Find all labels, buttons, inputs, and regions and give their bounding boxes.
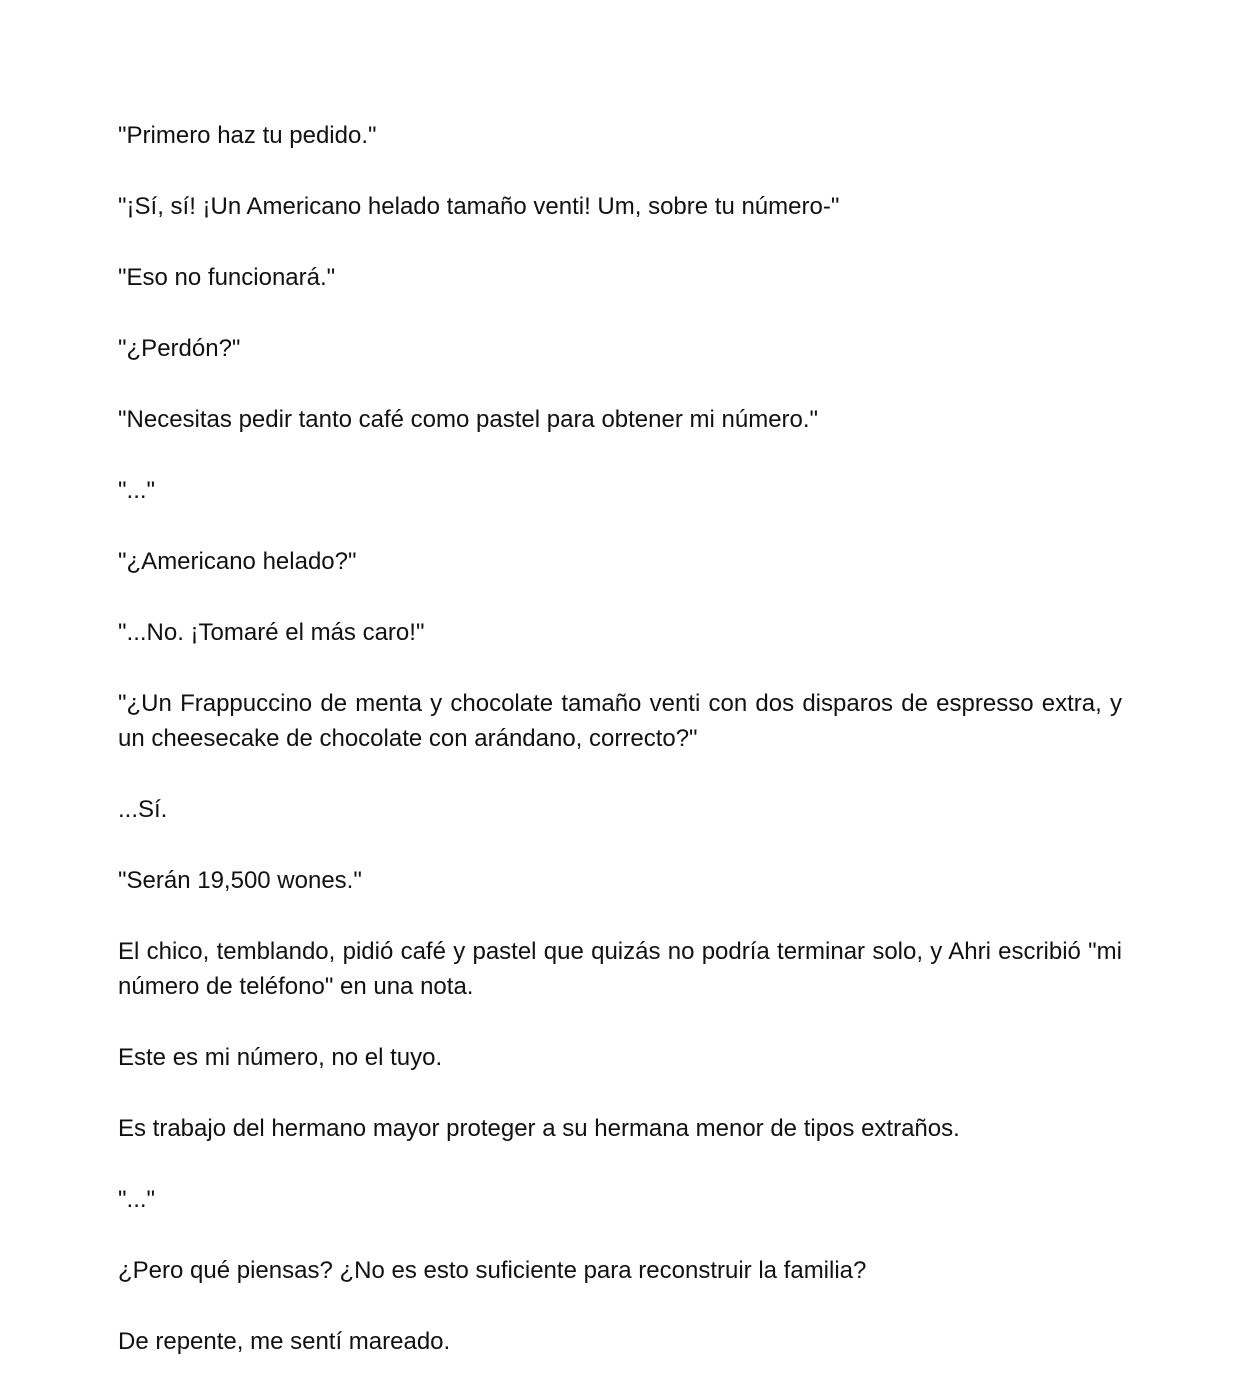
paragraph: "¿Americano helado?" bbox=[118, 548, 357, 575]
paragraph: "¡Sí, sí! ¡Un Americano helado tamaño venti! Um, sobre tu número-" bbox=[118, 193, 840, 220]
document-body bbox=[118, 118, 1122, 1395]
paragraph: "Primero haz tu pedido." bbox=[118, 122, 377, 149]
paragraph: "¿Un Frappuccino de menta y chocolate tamaño venti con dos disparos de espresso extra, y un cheesecake de chocolate con arándano, correcto?" bbox=[118, 690, 1122, 752]
paragraph: "Eso no funcionará." bbox=[118, 264, 336, 291]
paragraph: De repente, me sentí mareado. bbox=[118, 1328, 451, 1355]
paragraph: "Necesitas pedir tanto café como pastel para obtener mi número." bbox=[118, 406, 819, 433]
paragraph: "..." bbox=[118, 1186, 156, 1213]
paragraph: ¿Pero qué piensas? ¿No es esto suficiente para reconstruir la familia? bbox=[118, 1257, 867, 1284]
paragraph: "..." bbox=[118, 477, 156, 504]
paragraph: "...No. ¡Tomaré el más caro!" bbox=[118, 619, 425, 646]
paragraph: El chico, temblando, pidió café y pastel que quizás no podría terminar solo, y Ahri escribió "mi número de teléfono" en una nota. bbox=[118, 938, 1122, 1000]
paragraph: "Serán 19,500 wones." bbox=[118, 867, 362, 894]
paragraph: Es trabajo del hermano mayor proteger a su hermana menor de tipos extraños. bbox=[118, 1115, 960, 1142]
paragraph: ...Sí. bbox=[118, 796, 168, 823]
paragraph: Este es mi número, no el tuyo. bbox=[118, 1044, 443, 1071]
paragraph: "¿Perdón?" bbox=[118, 335, 241, 362]
